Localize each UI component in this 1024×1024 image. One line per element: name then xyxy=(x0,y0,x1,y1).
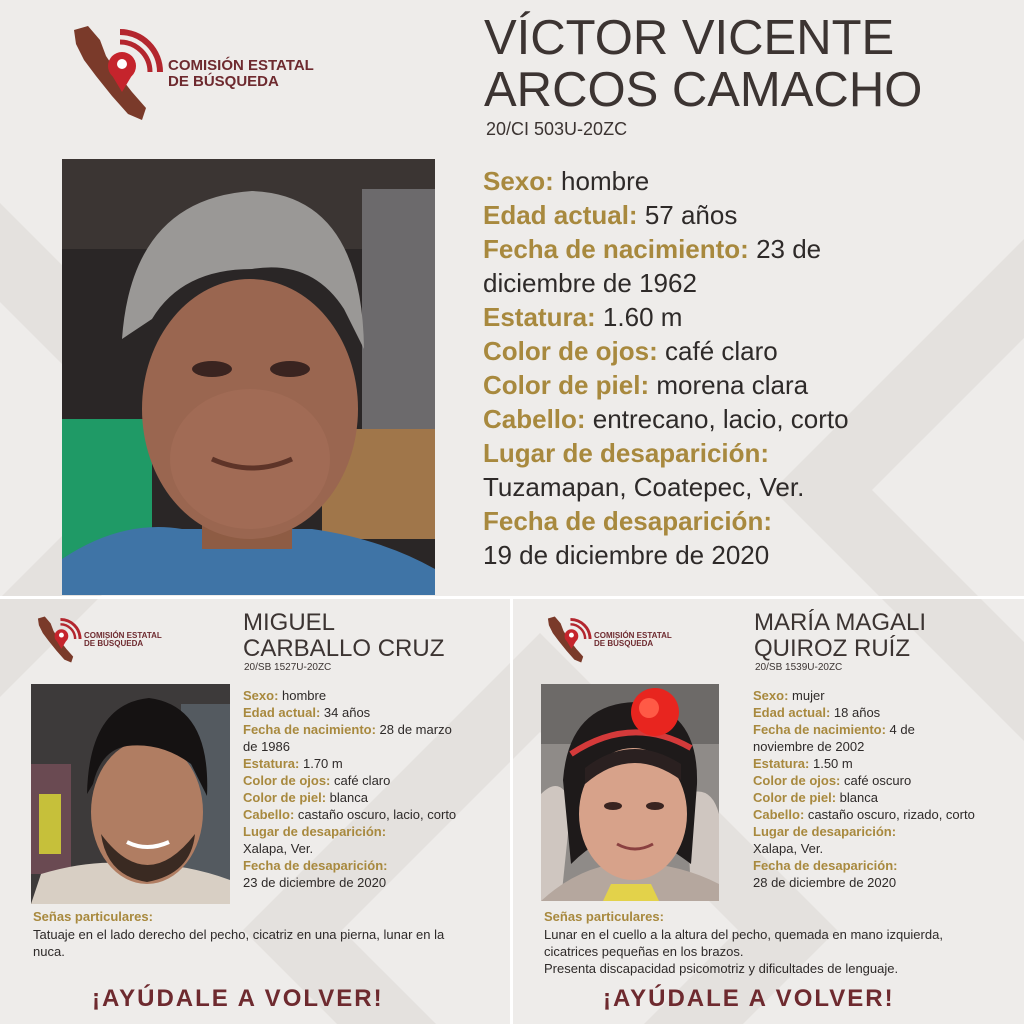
main-field-nacimiento: Fecha de nacimiento: 23 de diciembre de 1962 xyxy=(483,234,822,298)
left-field-fecha-value: 23 de diciembre de 2020 xyxy=(243,875,387,890)
right-senas-line2: Presenta discapacidad psicomotriz y dificultades de lenguaje. xyxy=(544,961,899,976)
agency-name-line2: DE BÚSQUEDA xyxy=(168,73,279,90)
right-veracruz-map-pin-icon xyxy=(544,614,592,666)
left-name-line2: CARBALLO CRUZ xyxy=(243,634,445,662)
agency-logo xyxy=(66,22,314,126)
left-veracruz-map-pin-icon xyxy=(34,614,82,666)
left-field-piel: Color de piel: blanca xyxy=(243,790,368,805)
right-field-lugar-label: Lugar de desaparición: xyxy=(753,824,897,839)
main-field-fecha-value: 19 de diciembre de 2020 xyxy=(483,540,770,570)
right-person-name xyxy=(754,610,926,661)
right-field-ojos: Color de ojos: café oscuro xyxy=(753,773,912,788)
left-person-name xyxy=(243,610,444,661)
right-senas-text xyxy=(544,926,994,977)
left-details xyxy=(243,687,505,891)
right-details xyxy=(753,687,1021,891)
left-person-photo xyxy=(31,684,230,904)
main-field-lugar-label: Lugar de desaparición: xyxy=(483,438,770,468)
left-agency-line1: COMISIÓN ESTATAL xyxy=(84,630,162,640)
left-field-sexo: Sexo: hombre xyxy=(243,688,327,703)
right-field-estatura: Estatura: 1.50 m xyxy=(753,756,853,771)
main-field-lugar-value: Tuzamapan, Coatepec, Ver. xyxy=(483,472,805,502)
left-field-ojos: Color de ojos: café claro xyxy=(243,773,391,788)
right-field-lugar-value: Xalapa, Ver. xyxy=(753,841,824,856)
main-field-estatura: Estatura: 1.60 m xyxy=(483,302,683,332)
main-name-line2: ARCOS CAMACHO xyxy=(484,63,923,118)
left-agency-logo xyxy=(34,614,162,666)
main-name-line1: VÍCTOR VICENTE xyxy=(484,11,895,65)
right-field-fecha-value: 28 de diciembre de 2020 xyxy=(753,875,897,890)
right-senas-line1: Lunar en el cuello a la altura del pecho, quemada en mano izquierda, cicatrices pequeñas en los brazos. xyxy=(544,927,943,959)
main-field-edad: Edad actual: 57 años xyxy=(483,200,738,230)
left-case-code: 20/SB 1527U-20ZC xyxy=(244,662,332,673)
left-field-fecha-label: Fecha de desaparición: xyxy=(243,858,388,873)
left-field-estatura: Estatura: 1.70 m xyxy=(243,756,343,771)
vertical-divider xyxy=(510,596,513,1024)
main-person-name xyxy=(484,12,922,117)
right-senas-label: Señas particulares: xyxy=(544,909,664,924)
left-field-nacimiento: Fecha de nacimiento: 28 de marzo de 1986 xyxy=(243,722,452,754)
left-help-banner: ¡AYÚDALE A VOLVER! xyxy=(92,985,384,1012)
right-field-fecha-label: Fecha de desaparición: xyxy=(753,858,898,873)
left-name-line1: MIGUEL xyxy=(243,609,336,636)
main-field-piel: Color de piel: morena clara xyxy=(483,370,809,400)
left-senas-label: Señas particulares: xyxy=(33,909,153,924)
left-senas-text: Tatuaje en el lado derecho del pecho, cicatriz en una pierna, lunar en la nuca. xyxy=(33,927,445,959)
main-details xyxy=(483,164,923,572)
main-field-sexo: Sexo: hombre xyxy=(483,166,650,196)
main-field-ojos: Color de ojos: café claro xyxy=(483,336,778,366)
left-field-lugar-label: Lugar de desaparición: xyxy=(243,824,387,839)
right-field-cabello: Cabello: castaño oscuro, rizado, corto xyxy=(753,807,975,822)
right-field-sexo: Sexo: mujer xyxy=(753,688,825,703)
right-name-line1: MARÍA MAGALI xyxy=(754,609,927,636)
main-field-cabello: Cabello: entrecano, lacio, corto xyxy=(483,404,849,434)
right-agency-line2: DE BÚSQUEDA xyxy=(594,639,654,648)
main-case-code: 20/CI 503U-20ZC xyxy=(486,119,628,139)
left-field-cabello: Cabello: castaño oscuro, lacio, corto xyxy=(243,807,457,822)
right-field-edad: Edad actual: 18 años xyxy=(753,705,881,720)
left-field-lugar-value: Xalapa, Ver. xyxy=(243,841,314,856)
right-agency-logo xyxy=(544,614,672,666)
left-agency-line2: DE BÚSQUEDA xyxy=(84,639,144,648)
right-help-banner: ¡AYÚDALE A VOLVER! xyxy=(603,985,895,1012)
agency-name-line1: COMISIÓN ESTATAL xyxy=(168,57,314,75)
right-name-line2: QUIROZ RUÍZ xyxy=(754,634,910,662)
right-field-nacimiento: Fecha de nacimiento: 4 de noviembre de 2002 xyxy=(753,722,915,754)
right-person-photo xyxy=(541,684,719,901)
main-person-photo xyxy=(62,159,435,595)
main-field-fecha-label: Fecha de desaparición: xyxy=(483,506,772,536)
veracruz-map-pin-icon xyxy=(66,22,164,126)
right-agency-line1: COMISIÓN ESTATAL xyxy=(594,630,672,640)
right-case-code: 20/SB 1539U-20ZC xyxy=(755,662,843,673)
left-field-edad: Edad actual: 34 años xyxy=(243,705,371,720)
right-field-piel: Color de piel: blanca xyxy=(753,790,878,805)
